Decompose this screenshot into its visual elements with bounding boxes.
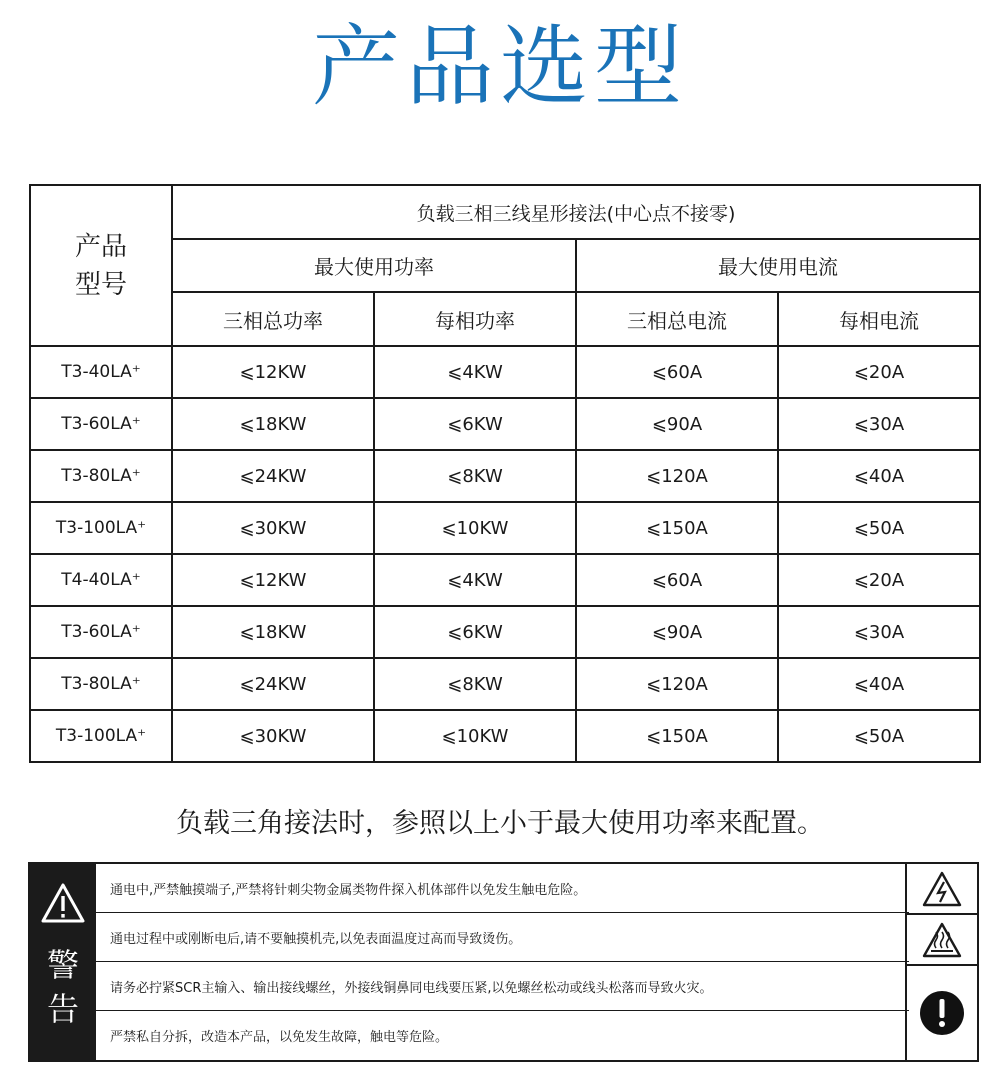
col-total-power: 三相总功率: [172, 292, 374, 346]
warning-panel: [28, 862, 979, 1062]
power-header: 最大使用功率: [172, 239, 576, 292]
row-total-power: ⩽24KW: [172, 450, 374, 502]
row-total-current: ⩽60A: [576, 346, 778, 398]
row-total-current: ⩽120A: [576, 450, 778, 502]
row-phase-current: ⩽40A: [778, 450, 980, 502]
row-phase-power: ⩽6KW: [374, 398, 576, 450]
col-phase-current: 每相电流: [778, 292, 980, 346]
warning-item: 请务必拧紧SCR主输入、输出接线螺丝，外接线铜鼻同电线要压紧,以免螺丝松动或线头松落而导致火灾。: [96, 962, 909, 1011]
row-total-current: ⩽90A: [576, 398, 778, 450]
row-phase-power: ⩽10KW: [374, 710, 576, 762]
row-total-power: ⩽30KW: [172, 502, 374, 554]
warning-label-char1: 警: [46, 946, 79, 984]
row-phase-current: ⩽50A: [778, 502, 980, 554]
warning-item: 严禁私自分拆，改造本产品，以免发生故障，触电等危险。: [110, 1029, 449, 1045]
row-model: T4-40LA⁺: [30, 554, 172, 606]
table-row: [30, 606, 980, 658]
row-phase-power: ⩽8KW: [374, 450, 576, 502]
row-phase-power: ⩽4KW: [374, 554, 576, 606]
row-total-power: ⩽24KW: [172, 658, 374, 710]
table-row: [30, 658, 980, 710]
row-model: T3-100LA⁺: [30, 502, 172, 554]
table-row: [30, 710, 980, 762]
hot-surface-icon: [922, 922, 962, 958]
warning-item: 通电中,严禁触摸端子,严禁将针刺尖物金属类物件探入机体部件以免发生触电危险。: [96, 864, 909, 913]
row-phase-current: ⩽50A: [778, 710, 980, 762]
row-total-power: ⩽18KW: [172, 606, 374, 658]
row-total-power: ⩽12KW: [172, 346, 374, 398]
table-row: [30, 554, 980, 606]
row-total-power: ⩽12KW: [172, 554, 374, 606]
row-phase-current: ⩽20A: [778, 346, 980, 398]
warning-label-char2: 告: [46, 990, 79, 1028]
row-total-current: ⩽150A: [576, 502, 778, 554]
warning-list: [96, 864, 909, 1060]
row-phase-current: ⩽20A: [778, 554, 980, 606]
warning-icons-column: [905, 864, 977, 1060]
row-phase-power: ⩽6KW: [374, 606, 576, 658]
row-model: T3-80LA⁺: [30, 450, 172, 502]
row-total-current: ⩽120A: [576, 658, 778, 710]
row-phase-power: ⩽8KW: [374, 658, 576, 710]
group-header: 负载三相三线星形接法(中心点不接零): [172, 185, 980, 239]
row-total-current: ⩽150A: [576, 710, 778, 762]
page-title: 产品选型: [311, 15, 688, 118]
row-total-power: ⩽18KW: [172, 398, 374, 450]
row-phase-power: ⩽10KW: [374, 502, 576, 554]
model-header-line1: 产品: [74, 231, 127, 262]
row-phase-current: ⩽30A: [778, 398, 980, 450]
warning-triangle-icon: [40, 882, 86, 924]
row-model: T3-100LA⁺: [30, 710, 172, 762]
exclamation-icon: [919, 990, 965, 1036]
row-phase-current: ⩽40A: [778, 658, 980, 710]
delta-connection-note: 负载三角接法时，参照以上小于最大使用功率来配置。: [176, 808, 824, 839]
row-model: T3-60LA⁺: [30, 398, 172, 450]
table-row: [30, 450, 980, 502]
table-row: [30, 346, 980, 398]
row-total-current: ⩽90A: [576, 606, 778, 658]
model-header: [30, 185, 172, 346]
row-model: T3-80LA⁺: [30, 658, 172, 710]
warning-label-panel: [30, 864, 96, 1060]
col-phase-power: 每相功率: [374, 292, 576, 346]
current-header: 最大使用电流: [576, 239, 980, 292]
table-row: [30, 398, 980, 450]
row-total-power: ⩽30KW: [172, 710, 374, 762]
model-header-line2: 型号: [74, 269, 127, 300]
electric-shock-icon: [922, 871, 962, 907]
table-row: [30, 502, 980, 554]
row-phase-current: ⩽30A: [778, 606, 980, 658]
row-total-current: ⩽60A: [576, 554, 778, 606]
row-model: T3-60LA⁺: [30, 606, 172, 658]
row-model: T3-40LA⁺: [30, 346, 172, 398]
row-phase-power: ⩽4KW: [374, 346, 576, 398]
selection-table: [29, 184, 981, 763]
col-total-current: 三相总电流: [576, 292, 778, 346]
warning-item: 通电过程中或刚断电后,请不要触摸机壳,以免表面温度过高而导致烫伤。: [96, 913, 909, 962]
